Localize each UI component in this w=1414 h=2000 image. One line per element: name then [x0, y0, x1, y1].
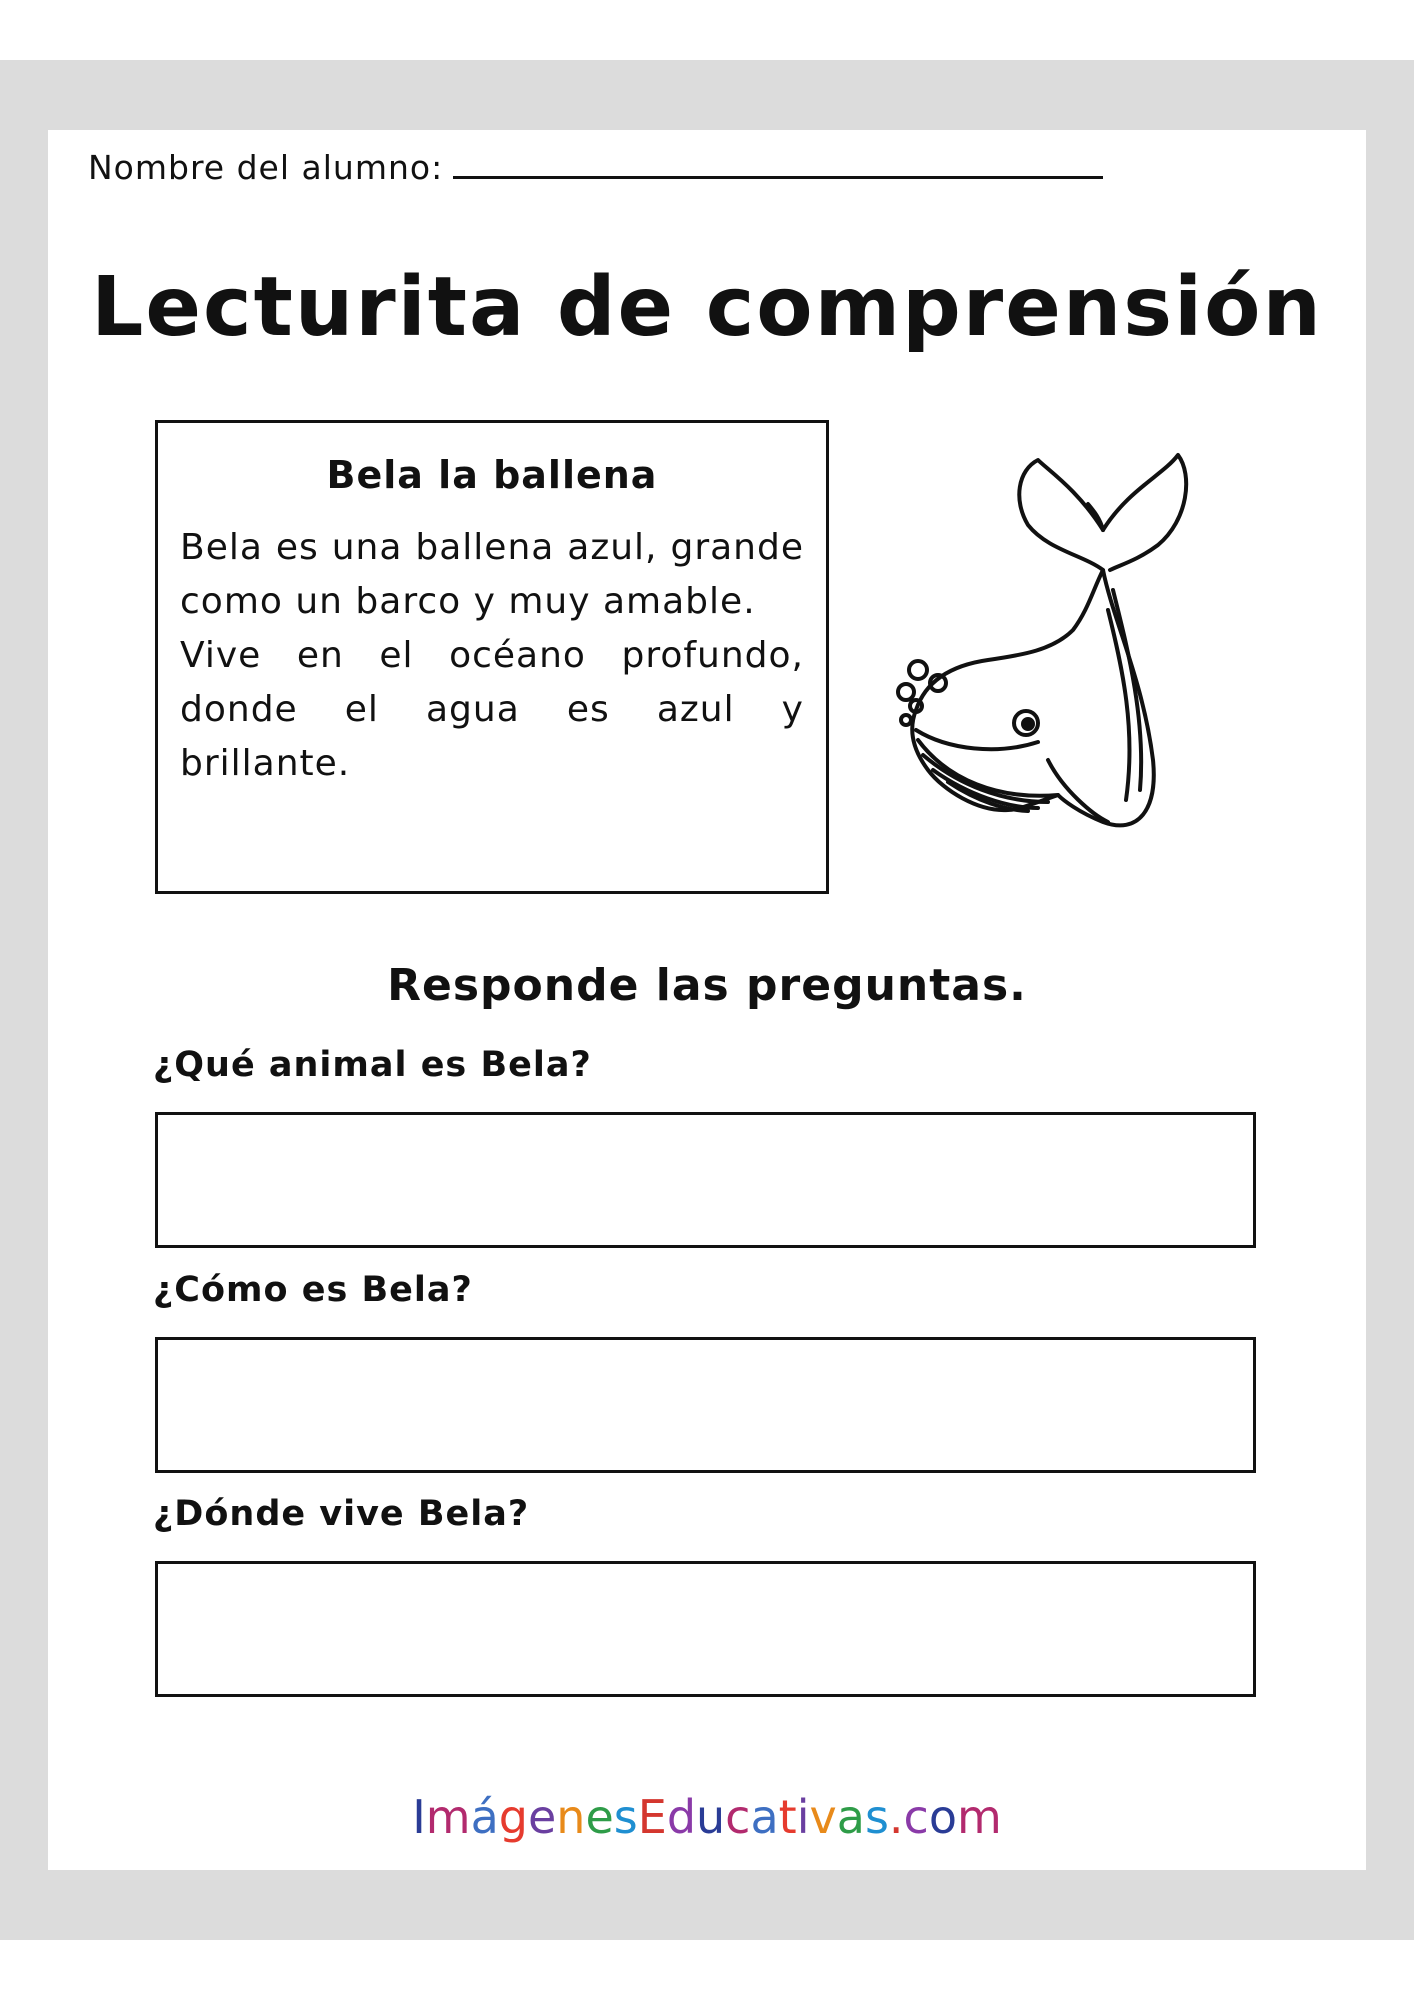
answer-box-1[interactable] — [155, 1112, 1256, 1248]
brand-letter: e — [585, 1790, 614, 1844]
brand-letter: s — [613, 1790, 638, 1844]
brand-letter: t — [778, 1790, 797, 1844]
story-paragraph: Vive en el océano profundo, donde el agua es azul y brillante. — [180, 635, 804, 784]
worksheet — [48, 130, 1366, 1870]
question-3: ¿Dónde vive Bela? — [153, 1494, 530, 1534]
brand-letter: u — [696, 1790, 726, 1844]
brand-letter: m — [425, 1790, 471, 1844]
brand-letter: n — [556, 1790, 586, 1844]
brand-letter: E — [637, 1790, 667, 1844]
story-box — [155, 420, 829, 894]
brand-letter: c — [725, 1790, 751, 1844]
brand-letter: á — [470, 1790, 499, 1844]
brand-letter: o — [928, 1790, 957, 1844]
story-title: Bela la ballena — [326, 453, 658, 497]
page-title: Lecturita de comprensión — [91, 260, 1323, 355]
brand-letter: d — [666, 1790, 697, 1844]
questions-heading: Responde las preguntas. — [387, 960, 1027, 1011]
brand-letter: s — [864, 1790, 889, 1844]
brand-letter: a — [750, 1790, 779, 1844]
student-name-label: Nombre del alumno: — [88, 148, 444, 187]
question-1: ¿Qué animal es Bela? — [153, 1045, 592, 1085]
brand-letter: c — [903, 1790, 929, 1844]
whale-illustration — [888, 430, 1218, 880]
brand-letter: e — [527, 1790, 557, 1844]
brand-letter: m — [956, 1790, 1002, 1844]
student-name-field — [88, 148, 1103, 187]
story-paragraph: Bela es una ballena azul, grande como un barco y muy amable. — [180, 527, 804, 622]
answer-box-2[interactable] — [155, 1337, 1256, 1473]
brand-letter: . — [888, 1790, 904, 1844]
student-name-line[interactable] — [453, 150, 1103, 179]
brand-letter: i — [796, 1790, 810, 1844]
question-2: ¿Cómo es Bela? — [153, 1270, 473, 1310]
brand-letter: g — [498, 1790, 528, 1844]
brand-letter: I — [412, 1790, 426, 1844]
story-text — [180, 521, 804, 791]
brand-letter: a — [836, 1790, 865, 1844]
answer-box-3[interactable] — [155, 1561, 1256, 1697]
brand-letter: v — [809, 1790, 837, 1844]
brand-logo — [48, 1790, 1366, 1844]
